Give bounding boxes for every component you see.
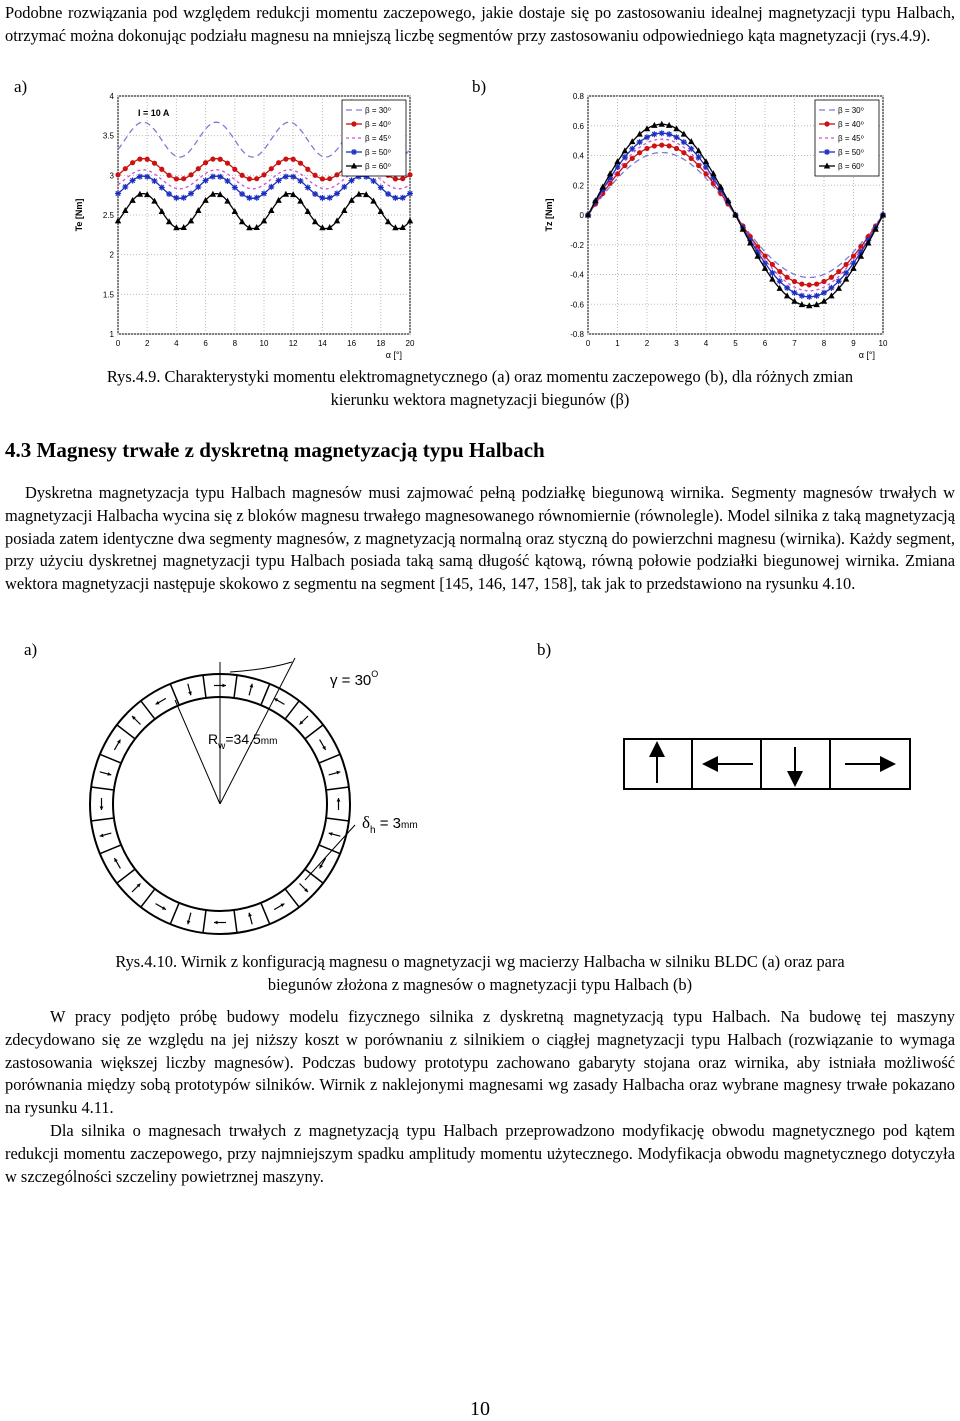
legend-entry: β = 45⁰ xyxy=(365,134,391,143)
data-point xyxy=(247,176,252,181)
data-point xyxy=(313,173,318,178)
x-tick-label: 16 xyxy=(347,339,357,348)
fig410-caption xyxy=(0,951,960,997)
legend-entry: β = 45⁰ xyxy=(838,134,864,143)
data-point xyxy=(806,294,812,300)
data-point xyxy=(276,177,282,183)
data-point xyxy=(298,178,304,184)
data-point xyxy=(298,161,303,166)
x-tick-label: 4 xyxy=(174,339,179,348)
segment-divider xyxy=(261,684,270,705)
y-tick-label: 3.5 xyxy=(102,131,114,141)
data-point xyxy=(181,195,187,201)
data-point xyxy=(637,150,642,155)
x-tick-label: 10 xyxy=(878,339,888,348)
x-tick-label: 3 xyxy=(674,339,679,348)
data-point xyxy=(829,275,834,280)
data-point xyxy=(210,156,215,161)
y-tick-label: 1 xyxy=(109,330,114,339)
data-point xyxy=(630,156,635,161)
data-point xyxy=(371,178,377,184)
data-point xyxy=(173,195,179,201)
legend-entry: β = 60⁰ xyxy=(838,162,864,171)
data-point xyxy=(196,166,201,171)
data-point xyxy=(637,139,643,145)
segment-divider xyxy=(326,787,349,790)
data-point xyxy=(188,191,194,197)
data-point xyxy=(792,290,798,296)
y-axis-label: Tz [Nm] xyxy=(544,198,554,232)
gamma-arc xyxy=(230,662,292,672)
data-point xyxy=(225,161,230,166)
data-point xyxy=(152,178,158,184)
fig49-caption xyxy=(0,366,960,412)
data-point xyxy=(137,156,142,161)
data-point xyxy=(188,172,193,177)
x-tick-label: 8 xyxy=(232,339,238,348)
x-tick-label: 14 xyxy=(317,339,327,348)
segment-divider xyxy=(91,818,114,821)
data-point xyxy=(218,157,223,162)
data-point xyxy=(334,172,339,177)
x-tick-label: 8 xyxy=(821,339,827,348)
data-point xyxy=(144,174,150,180)
segment-divider xyxy=(261,903,270,924)
data-point xyxy=(290,174,296,180)
current-annotation: I = 10 A xyxy=(138,108,170,118)
data-point xyxy=(327,195,333,201)
page-number: 10 xyxy=(470,1398,490,1420)
section-paragraph: Dyskretna magnetyzacja typu Halbach magnesów musi zajmować pełną podziałkę biegunową wirnika. Segmenty magnesów trwałych w magnetyzacji Halbacha wycina się z bloków magnesu trwałego magnesowanego równomiernie (równolegle). Model silnika z taką magnetyzacją posiada zatem identyczne dwa segmenty magnesów, z magnetyzacją normalną oraz styczną do powierzchni magnesu (wirnika). Każdy segment, przy użyciu dyskretnej magnetyzacji typu Halbach posiada taką samą długość kątową, równą połowie podziałki biegunowej wirnika. Zmiana wektora magnetyzacji następuje skokowo z segmentu na segment [145, 146, 147, 158], tak jak to przedstawiono na rysunku 4.10. xyxy=(5,483,955,594)
data-point xyxy=(254,176,259,181)
legend-entry: β = 50⁰ xyxy=(365,148,391,157)
legend-entry: β = 30⁰ xyxy=(365,106,391,115)
segment-divider xyxy=(203,675,206,698)
arrowhead-icon xyxy=(100,807,104,811)
x-tick-label: 6 xyxy=(762,339,768,348)
data-point xyxy=(674,134,680,140)
gamma-label: $\gamma = 30^O$ xyxy=(330,669,379,689)
y-tick-label: 0.8 xyxy=(572,92,584,101)
y-tick-label: 0.4 xyxy=(572,151,584,161)
data-point xyxy=(283,156,288,161)
y-tick-label: 2 xyxy=(109,250,114,260)
data-point xyxy=(821,290,827,296)
data-point xyxy=(659,130,665,136)
data-point xyxy=(828,285,834,291)
data-point xyxy=(777,278,783,284)
data-point xyxy=(261,172,266,177)
data-point xyxy=(276,160,281,165)
data-point xyxy=(123,166,128,171)
y-tick-label: -0.2 xyxy=(570,240,584,250)
data-point xyxy=(644,134,650,140)
data-point xyxy=(651,131,657,137)
data-point xyxy=(122,184,128,190)
data-point xyxy=(115,191,121,197)
data-point xyxy=(696,154,702,160)
data-point xyxy=(821,279,826,284)
x-tick-label: 0 xyxy=(115,339,121,348)
data-point xyxy=(688,146,694,152)
data-point xyxy=(159,185,165,191)
data-point xyxy=(268,184,274,190)
data-point xyxy=(232,185,238,191)
data-point xyxy=(305,167,310,172)
arrowhead-icon xyxy=(337,798,341,802)
data-point xyxy=(203,177,209,183)
data-point xyxy=(689,156,694,161)
section-heading: 4.3 Magnesy trwałe z dyskretną magnetyzacją typu Halbach xyxy=(5,438,545,462)
data-point xyxy=(674,146,679,151)
data-point xyxy=(652,143,657,148)
segment-divider xyxy=(141,701,155,719)
data-point xyxy=(174,176,179,181)
data-point xyxy=(851,253,856,258)
fig410-label-b: b) xyxy=(537,640,552,659)
data-point xyxy=(167,173,172,178)
data-point xyxy=(784,285,790,291)
data-point xyxy=(407,191,413,197)
x-axis-label: α [°] xyxy=(385,350,402,360)
data-point xyxy=(152,161,157,166)
data-point xyxy=(681,150,686,155)
data-point xyxy=(305,185,311,191)
data-point xyxy=(166,191,172,197)
paragraph-2: W pracy podjęto próbę budowy modelu fizycznego silnika z dyskretną magnetyzacją typu Halbach. Na budowę tej maszyny zdecydowano się ze względu na jej niższy koszt w porównaniu z silnikiem o ciągłej magnetyzacji typu Halbach (rozwiązanie to wymaga zastosowania większej liczby magnesów). Podczas budowy prototypu zachowano gabaryty stojana oraz wirnika, aby istniała możliwość porównania między sobą prototypów silników. Wirnik z naklejonymi magnesami wg zasady Halbacha oraz wybrane magnesy trwałe pokazano na rysunku 4.11. xyxy=(5,1007,955,1118)
data-point xyxy=(814,281,819,286)
data-point xyxy=(792,279,797,284)
legend-entry: β = 60⁰ xyxy=(365,162,391,171)
data-point xyxy=(659,142,664,147)
legend-marker xyxy=(351,121,356,126)
legend-marker xyxy=(824,149,830,155)
legend-entry: β = 50⁰ xyxy=(838,148,864,157)
segment-divider xyxy=(234,910,237,933)
segment-divider xyxy=(170,684,179,705)
x-tick-label: 0 xyxy=(585,339,591,348)
segment-divider xyxy=(285,889,299,907)
data-point xyxy=(217,174,223,180)
x-tick-label: 1 xyxy=(615,339,620,348)
data-point xyxy=(681,139,687,145)
segment-divider xyxy=(170,903,179,924)
segment-divider xyxy=(285,701,299,719)
segment-divider xyxy=(141,889,155,907)
data-point xyxy=(246,195,252,201)
data-point xyxy=(232,167,237,172)
data-point xyxy=(667,143,672,148)
y-tick-label: -0.8 xyxy=(570,330,584,339)
data-point xyxy=(392,195,398,201)
x-tick-label: 10 xyxy=(259,339,269,348)
halbach-rotor-diagram xyxy=(80,640,480,950)
data-point xyxy=(130,177,136,183)
data-point xyxy=(130,160,135,165)
legend-marker xyxy=(824,121,829,126)
data-point xyxy=(843,270,849,276)
data-point xyxy=(327,176,332,181)
chart-electromagnetic-torque xyxy=(70,90,420,365)
data-point xyxy=(312,191,318,197)
segment-divider xyxy=(100,754,121,763)
data-point xyxy=(203,160,208,165)
fig49-label-a: a) xyxy=(14,77,28,96)
data-point xyxy=(319,195,325,201)
y-tick-label: -0.4 xyxy=(570,270,584,280)
segment-divider xyxy=(117,869,135,883)
data-point xyxy=(400,176,405,181)
segment-divider xyxy=(100,845,121,854)
data-point xyxy=(622,154,628,160)
x-tick-label: 20 xyxy=(405,339,415,348)
paragraph-3: Dla silnika o magnesach trwałych z magnetyzacją typu Halbach przeprowadzono modyfikację obwodu magnetycznego pod kątem redukcji momentu zaczepowego, przy najmniejszym spadku amplitudy momentu użytecznego. Modyfikacja obwodu magnetycznego dotyczyła w szczególności szczeliny powietrznej maszyny. xyxy=(5,1121,955,1186)
segment-divider xyxy=(305,869,323,883)
data-point xyxy=(225,178,231,184)
data-point xyxy=(254,195,260,201)
data-point xyxy=(378,185,384,191)
data-point xyxy=(644,146,649,151)
data-point xyxy=(320,176,325,181)
data-point xyxy=(137,174,143,180)
fig410-caption-line1: Rys.4.10. Wirnik z konfiguracją magnesu o magnetyzacji wg macierzy Halbacha w silniku BLDC (a) oraz para xyxy=(115,952,845,971)
data-point xyxy=(666,131,672,137)
data-point xyxy=(836,278,842,284)
x-tick-label: 12 xyxy=(288,339,298,348)
data-point xyxy=(145,157,150,162)
data-point xyxy=(283,174,289,180)
legend-entry: β = 30⁰ xyxy=(838,106,864,115)
data-point xyxy=(807,282,812,287)
chart-cogging-torque xyxy=(540,90,895,365)
segment-divider xyxy=(117,725,135,739)
segment-divider xyxy=(203,910,206,933)
segment-divider xyxy=(305,725,323,739)
y-axis-label: Te [Nm] xyxy=(74,198,84,232)
data-point xyxy=(799,281,804,286)
x-tick-label: 7 xyxy=(792,339,797,348)
y-tick-label: -0.6 xyxy=(570,300,584,310)
data-point xyxy=(769,270,775,276)
halbach-pole-pair-diagram xyxy=(620,735,920,793)
data-point xyxy=(334,191,340,197)
data-point xyxy=(291,157,296,162)
data-point xyxy=(181,176,186,181)
data-point xyxy=(836,269,841,274)
data-point xyxy=(844,262,849,267)
data-point xyxy=(159,167,164,172)
intro-paragraph: Podobne rozwiązania pod względem redukcji momentu zaczepowego, jakie dostaje się po zastosowaniu idealnej magnetyzacji typu Halbach, otrzymać można dokonując podziału magnesu na mniejszą liczbę segmentów przy zastosowaniu odpowiedniego kąta magnetyzacji (rys.4.9). xyxy=(5,3,955,45)
arrowhead-icon xyxy=(223,684,227,688)
data-point xyxy=(770,262,775,267)
data-point xyxy=(239,191,245,197)
data-point xyxy=(400,195,406,201)
segment-divider xyxy=(319,754,340,763)
arrowhead-icon xyxy=(214,921,218,925)
fig49-caption-line2: kierunku wektora magnetyzacji biegunów (β) xyxy=(330,389,630,409)
legend-entry: β = 40⁰ xyxy=(365,120,391,129)
legend-marker xyxy=(351,149,357,155)
data-point xyxy=(269,166,274,171)
x-tick-label: 6 xyxy=(203,339,208,348)
x-axis-label: α [°] xyxy=(858,350,875,360)
data-point xyxy=(195,184,201,190)
x-tick-label: 5 xyxy=(733,339,738,348)
radius-label: $R_w=34.5mm$ xyxy=(208,731,278,752)
x-tick-label: 2 xyxy=(644,339,650,348)
data-point xyxy=(814,293,820,299)
y-tick-label: 0.6 xyxy=(572,121,584,131)
x-tick-label: 18 xyxy=(376,339,386,348)
fig49-label-b: b) xyxy=(472,77,487,96)
data-point xyxy=(349,177,355,183)
x-tick-label: 2 xyxy=(144,339,150,348)
fig410-label-a: a) xyxy=(24,640,38,659)
x-tick-label: 4 xyxy=(703,339,709,348)
segment-divider xyxy=(91,787,114,790)
y-tick-label: 3 xyxy=(109,171,114,181)
data-point xyxy=(115,172,120,177)
y-tick-label: 0 xyxy=(579,211,584,220)
data-point xyxy=(261,191,267,197)
legend-entry: β = 40⁰ xyxy=(838,120,864,129)
data-point xyxy=(777,269,782,274)
y-tick-label: 1.5 xyxy=(102,290,114,300)
segment-divider xyxy=(326,818,349,821)
fig49-caption-line1: Rys.4.9. Charakterystyki momentu elektromagnetycznego (a) oraz momentu zaczepowego (b), dla różnych zmian xyxy=(106,367,854,386)
data-point xyxy=(799,293,805,299)
x-tick-label: 9 xyxy=(851,339,856,348)
data-point xyxy=(629,146,635,152)
radius-line xyxy=(175,700,220,804)
delta-label: $\delta_h = 3mm$ xyxy=(362,813,418,836)
data-point xyxy=(407,172,412,177)
data-point xyxy=(785,275,790,280)
data-point xyxy=(341,184,347,190)
data-point xyxy=(210,174,216,180)
fig410-caption-line2: biegunów złożona z magnesów o magnetyzacji typu Halbach (b) xyxy=(267,974,693,994)
data-point xyxy=(393,176,398,181)
y-tick-label: 0.2 xyxy=(572,181,584,191)
data-point xyxy=(240,173,245,178)
y-tick-label: 4 xyxy=(109,92,114,101)
y-tick-label: 2.5 xyxy=(102,211,114,220)
segment-divider xyxy=(234,675,237,698)
data-point xyxy=(385,191,391,197)
